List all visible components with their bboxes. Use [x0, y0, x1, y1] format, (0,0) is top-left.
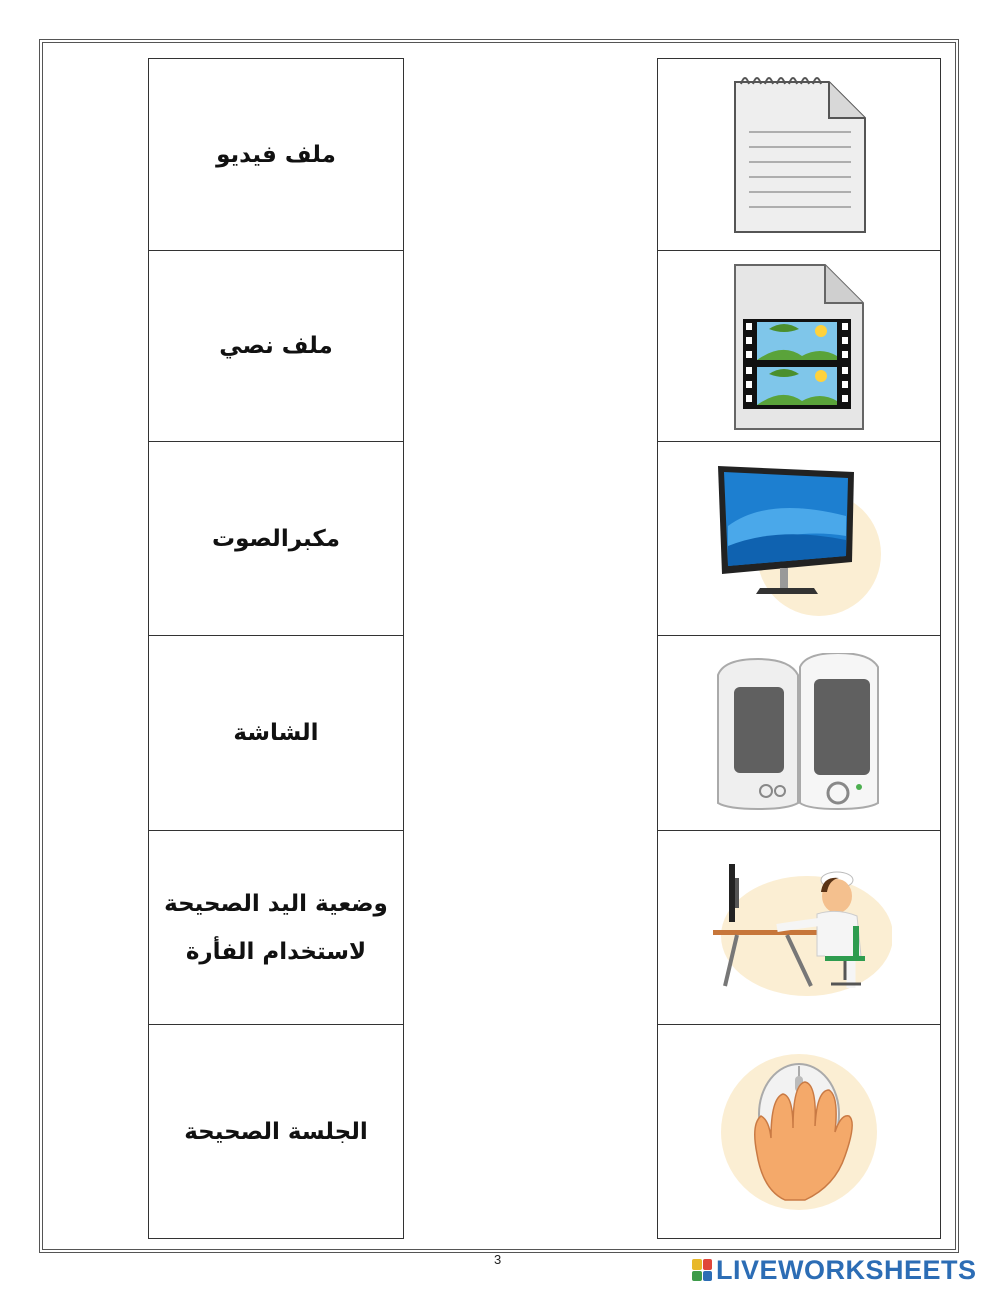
word-label: الجلسة الصحيحة	[184, 1118, 368, 1145]
pictures-column	[657, 58, 941, 1239]
words-column	[148, 58, 404, 1239]
picture-card[interactable]	[658, 831, 940, 1025]
liveworksheets-logo-icon	[692, 1259, 712, 1281]
word-card[interactable]	[149, 636, 403, 831]
word-label: وضعية اليد الصحيحة لاستخدام الفأرة	[164, 890, 388, 965]
word-label: ملف نصي	[219, 333, 333, 359]
word-label: ملف فيديو	[216, 141, 336, 168]
word-card[interactable]	[149, 251, 403, 442]
correct-sitting-icon	[707, 858, 892, 998]
picture-card[interactable]	[658, 636, 940, 831]
hand-on-mouse-icon	[719, 1052, 879, 1212]
word-card[interactable]	[149, 442, 403, 636]
picture-card[interactable]	[658, 251, 940, 442]
page-number: 3	[494, 1252, 502, 1267]
picture-card[interactable]	[658, 442, 940, 636]
video-file-icon	[729, 259, 869, 434]
monitor-icon	[714, 456, 884, 621]
word-label: مكبرالصوت	[211, 525, 341, 552]
picture-card[interactable]	[658, 1025, 940, 1238]
picture-card[interactable]	[658, 59, 940, 251]
word-card[interactable]	[149, 831, 403, 1025]
text-file-icon	[729, 72, 869, 237]
brand-text: LIVEWORKSHEETS	[716, 1254, 977, 1285]
liveworksheets-brand[interactable]	[692, 1255, 977, 1285]
word-label: الشاشة	[233, 720, 319, 746]
word-card[interactable]	[149, 1025, 403, 1238]
word-card[interactable]	[149, 59, 403, 251]
speakers-icon	[714, 653, 884, 813]
